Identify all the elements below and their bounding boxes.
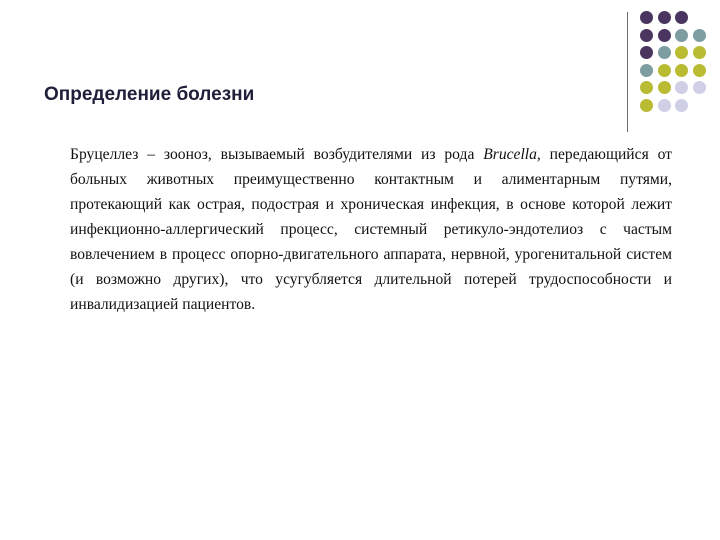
paragraph-text-start: Бруцеллез – зооноз, вызываемый возбудителями из рода — [70, 146, 484, 163]
decorative-dot — [658, 81, 671, 94]
vertical-divider — [627, 12, 628, 132]
decorative-dot-grid — [640, 11, 720, 121]
decorative-dot — [675, 64, 688, 77]
paragraph-text-rest: передающийся от больных животных преимущественно контактным и алиментарным путями, протекающий как острая, подострая и хроническая инфекция, в основе которой лежит инфекционно-аллергический процесс, системный ретикуло-эндотелиоз с частым вовлечением в процесс опорно-двигательного аппарата, нервной, урогенитальной систем (и возможно других), что усугубляется длительной потерей трудоспособности и инвалидизацией пациентов. — [70, 146, 672, 313]
decorative-dot — [675, 99, 688, 112]
decorative-dot — [658, 29, 671, 42]
decorative-dot — [675, 46, 688, 59]
decorative-dot — [640, 29, 653, 42]
decorative-dot — [640, 99, 653, 112]
decorative-dot — [658, 46, 671, 59]
decorative-dot — [658, 99, 671, 112]
decorative-dot — [675, 29, 688, 42]
decorative-dot — [640, 64, 653, 77]
decorative-dot — [693, 29, 706, 42]
decorative-dot — [640, 46, 653, 59]
decorative-dot — [693, 81, 706, 94]
decorative-dot — [675, 11, 688, 24]
decorative-dot — [658, 11, 671, 24]
genus-name: Brucella, — [483, 146, 541, 163]
decorative-dot — [693, 64, 706, 77]
decorative-dot — [693, 46, 706, 59]
slide-title: Определение болезни — [44, 84, 255, 105]
decorative-dot — [675, 81, 688, 94]
decorative-dot — [640, 81, 653, 94]
definition-paragraph — [70, 142, 672, 317]
decorative-dot — [658, 64, 671, 77]
decorative-dot — [640, 11, 653, 24]
